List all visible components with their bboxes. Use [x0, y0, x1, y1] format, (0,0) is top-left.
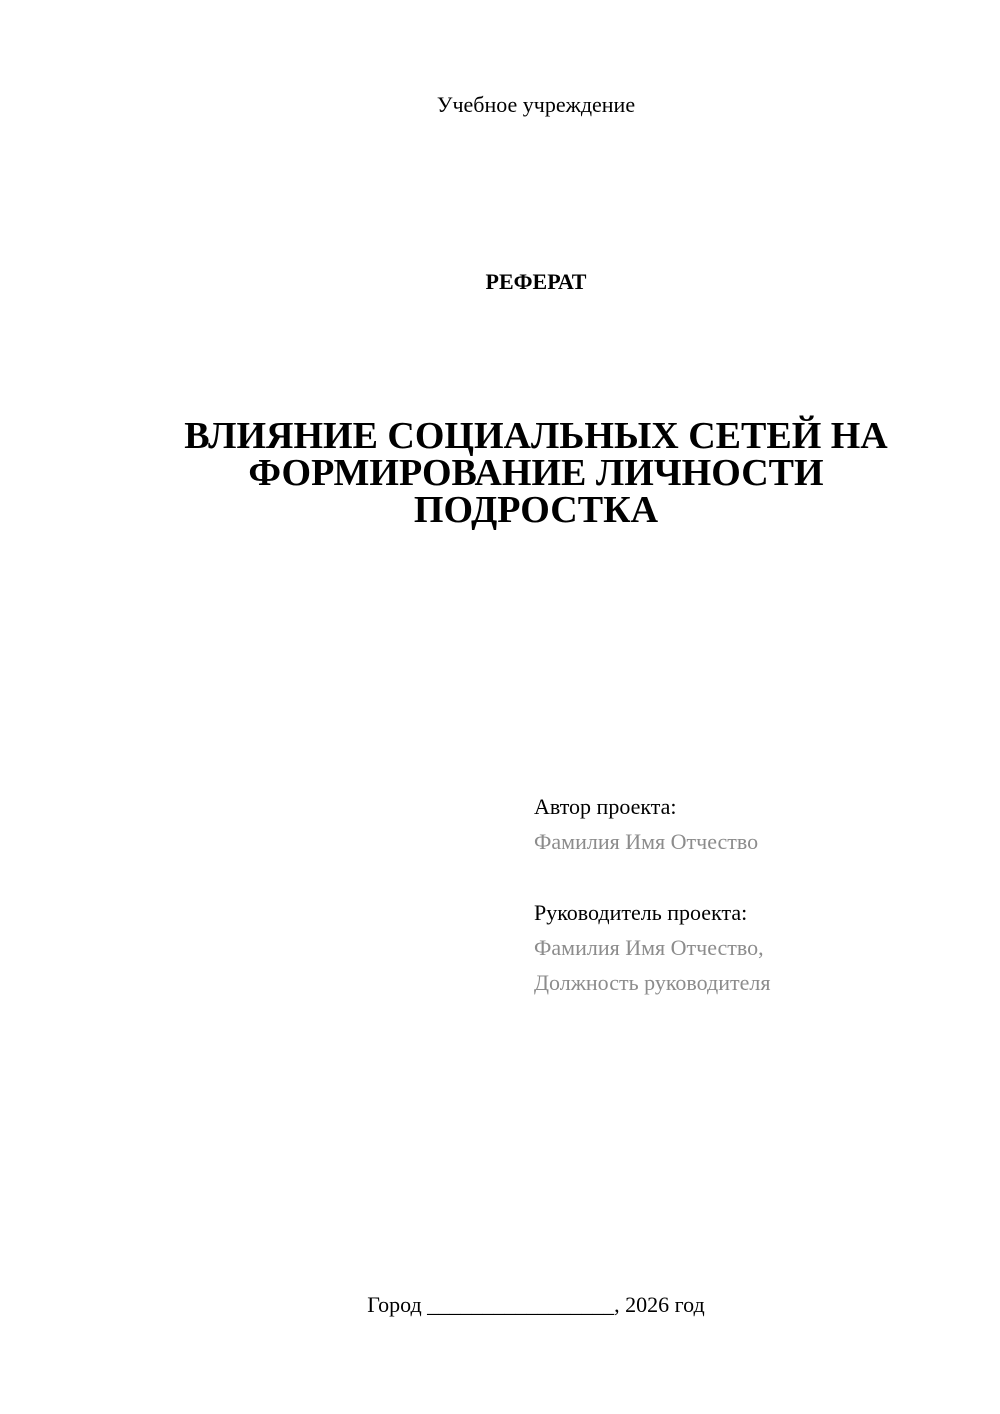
spacer	[534, 859, 974, 895]
author-name: Фамилия Имя Отчество	[534, 829, 759, 854]
title-line-3: ПОДРОСТКА	[413, 489, 659, 531]
supervisor-label: Руководитель проекта:	[534, 900, 748, 925]
title-line-1: ВЛИЯНИЕ СОЦИАЛЬНЫХ СЕТЕЙ НА	[184, 415, 888, 457]
supervisor-position: Должность руководителя	[534, 970, 771, 995]
project-info	[534, 789, 974, 1000]
document-type: РЕФЕРАТ	[485, 269, 587, 294]
document-title	[170, 415, 902, 531]
title-line-2: ФОРМИРОВАНИЕ ЛИЧНОСТИ	[248, 452, 824, 494]
author-label: Автор проекта:	[534, 794, 677, 819]
supervisor-name: Фамилия Имя Отчество,	[534, 935, 764, 960]
city-year-line: Город _________________, 2026 год	[367, 1292, 705, 1317]
institution-name: Учебное учреждение	[436, 92, 636, 117]
